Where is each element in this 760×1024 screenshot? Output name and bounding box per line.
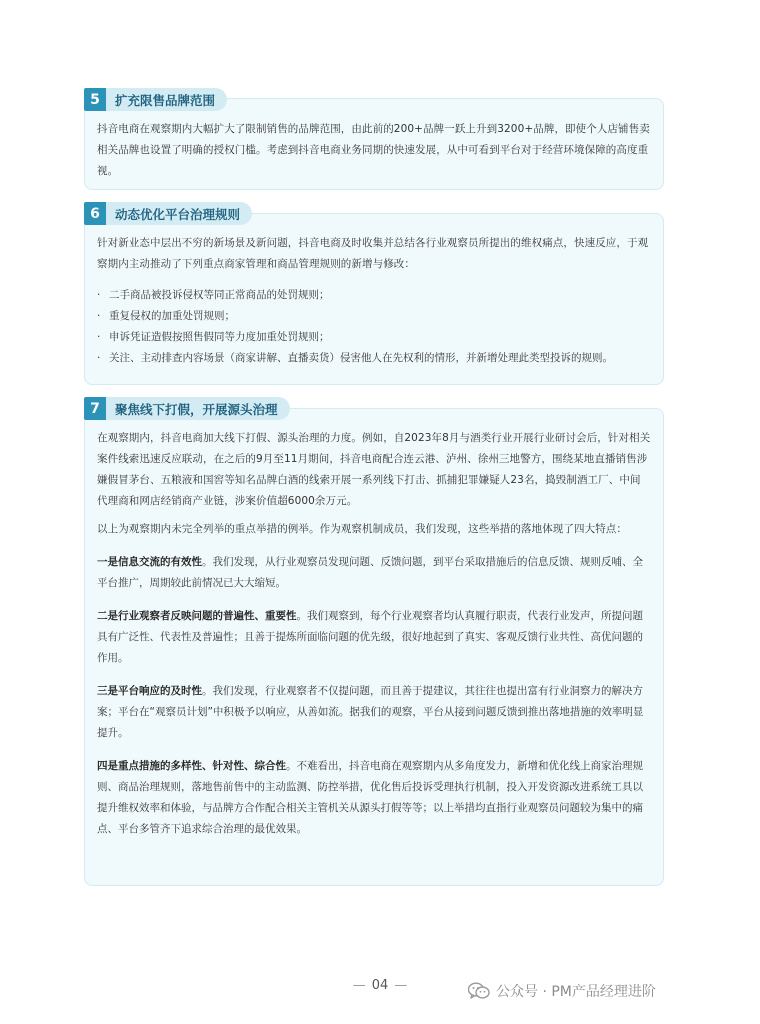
section-number: 6 — [84, 202, 106, 225]
section-title: 扩充限售品牌范围 — [106, 88, 227, 111]
section-title: 动态优化平台治理规则 — [106, 202, 252, 225]
point-text: 。不难看出，抖音电商在观察期内从多角度发力，新增和优化线上商家治理规则、商品治理规则，落地售前售中的主动监测、防控举措，优化售后投诉受理执行机制，投入开发资源改进系统工具以提升维权效率和体验，与品牌方合作配合相关主管机关从源头打假等等；以上举措均直指行业观察员问题较为集中的痛点、平台多管齐下追求综合治理的最优效果。 — [97, 760, 643, 835]
list-item — [97, 348, 651, 369]
section-box — [84, 408, 664, 886]
section-heading — [84, 88, 227, 111]
wechat-icon — [468, 982, 490, 1000]
feature-point — [97, 552, 651, 594]
bullet-mark: · — [97, 310, 101, 322]
list-item — [97, 327, 651, 348]
list-item — [97, 306, 651, 327]
bullet-mark: · — [97, 352, 101, 364]
point-lead: 三是平台响应的及时性 — [97, 685, 202, 697]
section-paragraph: 针对新业态中层出不穷的新场景及新问题，抖音电商及时收集并总结各行业观察员所提出的维权痛点，快速反应，于观察期内主动推动了下列重点商家管理和商品管理规则的新增与修改： — [97, 237, 649, 270]
section-heading — [84, 397, 290, 420]
section-box — [84, 213, 664, 385]
point-text: 。我们发现，从行业观察员发现问题、反馈问题，到平台采取措施后的信息反馈、规则反哺、全平台推广，周期较此前情况已大大缩短。 — [97, 556, 643, 589]
section-number: 5 — [84, 88, 106, 111]
point-lead: 四是重点措施的多样性、针对性、综合性 — [97, 760, 286, 772]
list-item — [97, 285, 651, 306]
section-paragraph: 以上为观察期内未完全列举的重点举措的例举。作为观察机制成员，我们发现，这些举措的落地体现了四大特点： — [97, 523, 627, 535]
list-item-text: 申诉凭证造假按照售假同等力度加重处罚规则； — [109, 331, 330, 343]
section-paragraph: 抖音电商在观察期内大幅扩大了限制销售的品牌范围，由此前的200+品牌一跃上升到3200+品牌，即使个人店铺售卖相关品牌也设置了明确的授权门槛。考虑到抖音电商业务同期的快速发展，从中可看到平台对于经营环境保障的高度重视。 — [97, 123, 650, 177]
page-dash-right: — — [394, 978, 408, 993]
point-text: 。我们观察到，每个行业观察者均认真履行职责，代表行业发声，所提问题具有广泛性、代表性及普遍性；且善于提炼所面临问题的优先级，很好地起到了真实、客观反馈行业共性、高优问题的作用。 — [97, 610, 643, 664]
feature-point — [97, 756, 651, 840]
section-paragraph: 在观察期内，抖音电商加大线下打假、源头治理的力度。例如，自2023年8月与酒类行业开展行业研讨会后，针对相关案件线索迅速反应联动，在之后的9月至11月期间，抖音电商配合连云港、泸州、徐州三地警方，围绕某地直播销售涉嫌假冒茅台、五粮液和国窖等知名品牌白酒的线索开展一系列线下打击、抓捕犯罪嫌疑人23名，捣毁制酒工厂、中间代理商和网店经销商产业链，涉案价值超6000余万元。 — [97, 432, 651, 507]
section-title: 聚焦线下打假，开展源头治理 — [106, 397, 290, 420]
list-item-text: 关注、主动排查内容场景（商家讲解、直播卖货）侵害他人在先权利的情形，并新增处理此类型投诉的规则。 — [109, 352, 613, 364]
point-lead: 二是行业观察者反映问题的普遍性、重要性 — [97, 610, 297, 622]
list-item-text: 重复侵权的加重处罚规则； — [109, 310, 235, 322]
feature-point — [97, 606, 651, 669]
feature-point — [97, 681, 651, 744]
watermark-text: 公众号 · PM产品经理进阶 — [496, 984, 656, 1000]
section-number: 7 — [84, 397, 106, 420]
page-number-text: 04 — [371, 978, 389, 993]
point-lead: 一是信息交流的有效性 — [97, 556, 202, 568]
bullet-mark: · — [97, 331, 101, 343]
point-text: 。我们发现，行业观察者不仅提问题，而且善于提建议，其往往也提出富有行业洞察力的解决方案；平台在“观察员计划”中积极予以响应，从善如流。据我们的观察，平台从接到问题反馈到推出落地措施的效率明显提升。 — [97, 685, 644, 739]
watermark — [468, 981, 656, 1001]
page-dash-left: — — [352, 978, 366, 993]
section-heading — [84, 202, 252, 225]
section-box — [84, 98, 664, 190]
list-item-text: 二手商品被投诉侵权等同正常商品的处罚规则； — [109, 289, 330, 301]
rule-list — [97, 285, 651, 369]
bullet-mark: · — [97, 289, 101, 301]
